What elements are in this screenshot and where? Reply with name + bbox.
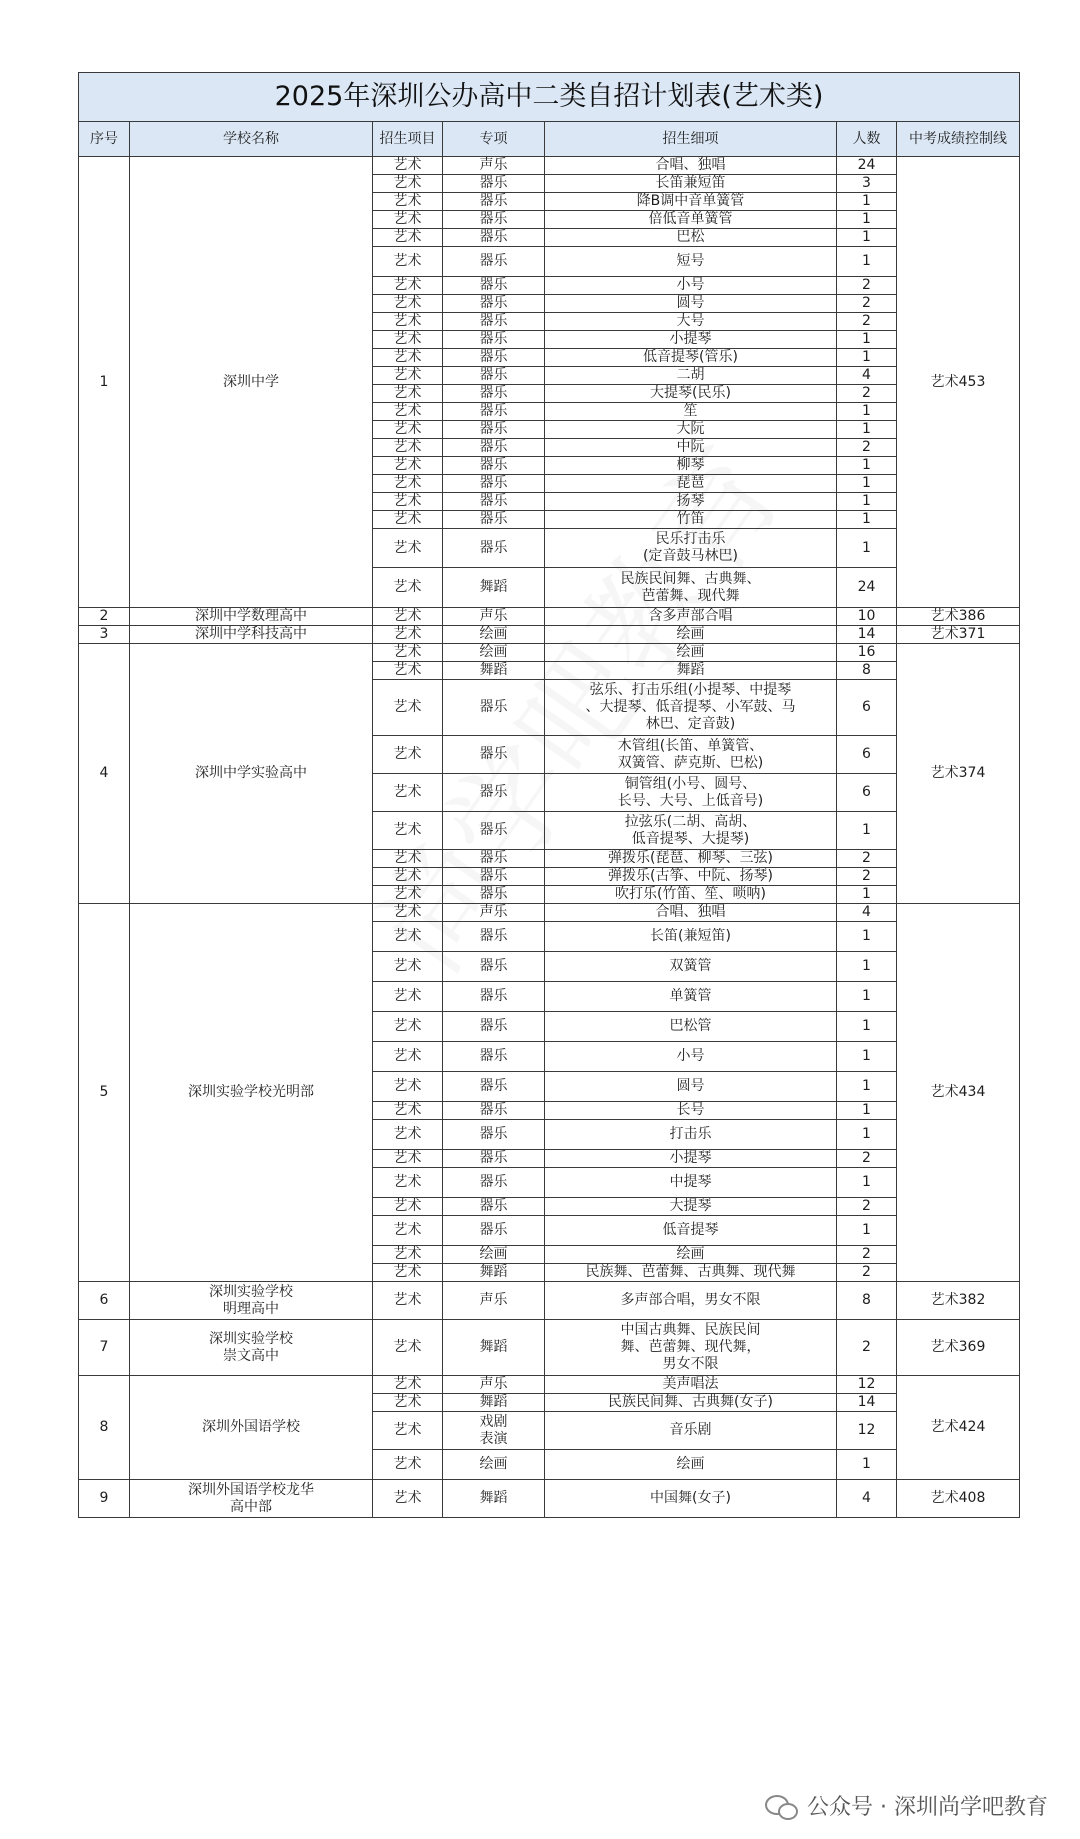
program-cell: 艺术 (373, 736, 443, 774)
specialty-cell: 声乐 (443, 1282, 545, 1320)
program-cell: 艺术 (373, 1198, 443, 1216)
table-row (79, 1320, 1020, 1376)
row-index: 9 (79, 1480, 130, 1518)
program-cell: 艺术 (373, 193, 443, 211)
detail-cell: 圆号 (545, 295, 837, 313)
specialty-cell: 器乐 (443, 1012, 545, 1042)
table-title: 2025年深圳公办高中二类自招计划表(艺术类) (79, 73, 1020, 122)
specialty-cell: 器乐 (443, 349, 545, 367)
specialty-cell: 器乐 (443, 247, 545, 277)
row-index: 8 (79, 1376, 130, 1480)
program-cell: 艺术 (373, 277, 443, 295)
count-cell: 2 (837, 1264, 897, 1282)
count-cell: 2 (837, 385, 897, 403)
score-line-cell: 艺术386 (897, 608, 1020, 626)
detail-cell: 音乐剧 (545, 1412, 837, 1450)
score-line-cell: 艺术374 (897, 644, 1020, 904)
specialty-cell: 器乐 (443, 736, 545, 774)
program-cell: 艺术 (373, 1264, 443, 1282)
program-cell: 艺术 (373, 511, 443, 529)
specialty-cell: 绘画 (443, 644, 545, 662)
detail-cell: 中国舞(女子) (545, 1480, 837, 1518)
count-cell: 1 (837, 457, 897, 475)
table-row (79, 904, 1020, 922)
row-index: 7 (79, 1320, 130, 1376)
program-cell: 艺术 (373, 982, 443, 1012)
specialty-cell: 器乐 (443, 1150, 545, 1168)
footer-watermark (765, 1790, 1048, 1821)
row-index: 1 (79, 157, 130, 608)
specialty-cell: 器乐 (443, 211, 545, 229)
program-cell: 艺术 (373, 457, 443, 475)
detail-cell: 弦乐、打击乐组(小提琴、中提琴 、大提琴、低音提琴、小军鼓、马 林巴、定音鼓) (545, 680, 837, 736)
school-name: 深圳中学数理高中 (130, 608, 373, 626)
count-cell: 12 (837, 1376, 897, 1394)
detail-cell: 倍低音单簧管 (545, 211, 837, 229)
program-cell: 艺术 (373, 211, 443, 229)
count-cell: 1 (837, 211, 897, 229)
program-cell: 艺术 (373, 568, 443, 608)
specialty-cell: 舞蹈 (443, 1394, 545, 1412)
school-name: 深圳实验学校 崇文高中 (130, 1320, 373, 1376)
program-cell: 艺术 (373, 493, 443, 511)
program-cell: 艺术 (373, 1168, 443, 1198)
specialty-cell: 器乐 (443, 421, 545, 439)
count-cell: 4 (837, 1480, 897, 1518)
specialty-cell: 器乐 (443, 1216, 545, 1246)
specialty-cell: 器乐 (443, 511, 545, 529)
detail-cell: 民乐打击乐 (定音鼓马林巴) (545, 529, 837, 568)
detail-cell: 琵琶 (545, 475, 837, 493)
program-cell: 艺术 (373, 886, 443, 904)
program-cell: 艺术 (373, 421, 443, 439)
specialty-cell: 器乐 (443, 403, 545, 421)
detail-cell: 中阮 (545, 439, 837, 457)
school-name: 深圳实验学校光明部 (130, 904, 373, 1282)
header-school-name: 学校名称 (130, 122, 373, 157)
program-cell: 艺术 (373, 367, 443, 385)
program-cell: 艺术 (373, 1246, 443, 1264)
header-count: 人数 (837, 122, 897, 157)
detail-cell: 合唱、独唱 (545, 157, 837, 175)
count-cell: 14 (837, 1394, 897, 1412)
school-name: 深圳外国语学校龙华 高中部 (130, 1480, 373, 1518)
specialty-cell: 器乐 (443, 385, 545, 403)
program-cell: 艺术 (373, 1150, 443, 1168)
detail-cell: 中国古典舞、民族民间 舞、芭蕾舞、现代舞， 男女不限 (545, 1320, 837, 1376)
count-cell: 1 (837, 1042, 897, 1072)
program-cell: 艺术 (373, 349, 443, 367)
count-cell: 1 (837, 922, 897, 952)
specialty-cell: 器乐 (443, 475, 545, 493)
count-cell: 1 (837, 1012, 897, 1042)
specialty-cell: 绘画 (443, 1246, 545, 1264)
program-cell: 艺术 (373, 1376, 443, 1394)
count-cell: 4 (837, 367, 897, 385)
program-cell: 艺术 (373, 1102, 443, 1120)
count-cell: 6 (837, 680, 897, 736)
count-cell: 1 (837, 511, 897, 529)
detail-cell: 民族民间舞、古典舞、 芭蕾舞、现代舞 (545, 568, 837, 608)
detail-cell: 大提琴 (545, 1198, 837, 1216)
header-score-line: 中考成绩控制线 (897, 122, 1020, 157)
count-cell: 1 (837, 229, 897, 247)
table-row (79, 157, 1020, 175)
header-detail: 招生细项 (545, 122, 837, 157)
count-cell: 1 (837, 349, 897, 367)
program-cell: 艺术 (373, 680, 443, 736)
specialty-cell: 声乐 (443, 608, 545, 626)
footer-text: 公众号 · 深圳尚学吧教育 (807, 1795, 1048, 1820)
wechat-icon (765, 1793, 799, 1819)
table-row (79, 1282, 1020, 1320)
score-line-cell: 艺术434 (897, 904, 1020, 1282)
program-cell: 艺术 (373, 529, 443, 568)
count-cell: 1 (837, 1120, 897, 1150)
program-cell: 艺术 (373, 608, 443, 626)
specialty-cell: 器乐 (443, 1102, 545, 1120)
specialty-cell: 器乐 (443, 193, 545, 211)
detail-cell: 吹打乐(竹笛、笙、唢呐) (545, 886, 837, 904)
count-cell: 1 (837, 403, 897, 421)
detail-cell: 弹拨乐(琵琶、柳琴、三弦) (545, 850, 837, 868)
specialty-cell: 器乐 (443, 1120, 545, 1150)
count-cell: 1 (837, 247, 897, 277)
school-name: 深圳中学科技高中 (130, 626, 373, 644)
specialty-cell: 器乐 (443, 1072, 545, 1102)
detail-cell: 圆号 (545, 1072, 837, 1102)
program-cell: 艺术 (373, 644, 443, 662)
specialty-cell: 器乐 (443, 439, 545, 457)
count-cell: 4 (837, 904, 897, 922)
row-index: 2 (79, 608, 130, 626)
detail-cell: 多声部合唱，男女不限 (545, 1282, 837, 1320)
count-cell: 2 (837, 850, 897, 868)
score-line-cell: 艺术382 (897, 1282, 1020, 1320)
detail-cell: 长笛(兼短笛) (545, 922, 837, 952)
count-cell: 16 (837, 644, 897, 662)
detail-cell: 大提琴(民乐) (545, 385, 837, 403)
school-name: 深圳外国语学校 (130, 1376, 373, 1480)
program-cell: 艺术 (373, 229, 443, 247)
specialty-cell: 器乐 (443, 367, 545, 385)
specialty-cell: 器乐 (443, 922, 545, 952)
detail-cell: 含多声部合唱 (545, 608, 837, 626)
count-cell: 8 (837, 1282, 897, 1320)
program-cell: 艺术 (373, 868, 443, 886)
detail-cell: 竹笛 (545, 511, 837, 529)
specialty-cell: 器乐 (443, 982, 545, 1012)
score-line-cell: 艺术424 (897, 1376, 1020, 1480)
program-cell: 艺术 (373, 385, 443, 403)
row-index: 4 (79, 644, 130, 904)
detail-cell: 合唱、独唱 (545, 904, 837, 922)
score-line-cell: 艺术371 (897, 626, 1020, 644)
detail-cell: 舞蹈 (545, 662, 837, 680)
detail-cell: 笙 (545, 403, 837, 421)
program-cell: 艺术 (373, 1450, 443, 1480)
count-cell: 1 (837, 886, 897, 904)
program-cell: 艺术 (373, 1412, 443, 1450)
count-cell: 8 (837, 662, 897, 680)
specialty-cell: 器乐 (443, 1168, 545, 1198)
program-cell: 艺术 (373, 175, 443, 193)
count-cell: 14 (837, 626, 897, 644)
count-cell: 1 (837, 1072, 897, 1102)
count-cell: 1 (837, 1168, 897, 1198)
count-cell: 2 (837, 1198, 897, 1216)
count-cell: 1 (837, 193, 897, 211)
specialty-cell: 器乐 (443, 457, 545, 475)
specialty-cell: 声乐 (443, 157, 545, 175)
count-cell: 24 (837, 157, 897, 175)
header-specialty: 专项 (443, 122, 545, 157)
program-cell: 艺术 (373, 295, 443, 313)
program-cell: 艺术 (373, 313, 443, 331)
specialty-cell: 器乐 (443, 868, 545, 886)
row-index: 3 (79, 626, 130, 644)
specialty-cell: 舞蹈 (443, 1264, 545, 1282)
specialty-cell: 器乐 (443, 313, 545, 331)
detail-cell: 拉弦乐(二胡、高胡、 低音提琴、大提琴) (545, 812, 837, 850)
specialty-cell: 器乐 (443, 493, 545, 511)
program-cell: 艺术 (373, 952, 443, 982)
count-cell: 1 (837, 952, 897, 982)
specialty-cell: 器乐 (443, 331, 545, 349)
detail-cell: 大阮 (545, 421, 837, 439)
program-cell: 艺术 (373, 331, 443, 349)
detail-cell: 长笛兼短笛 (545, 175, 837, 193)
detail-cell: 民族舞、芭蕾舞、古典舞、现代舞 (545, 1264, 837, 1282)
program-cell: 艺术 (373, 904, 443, 922)
count-cell: 1 (837, 1450, 897, 1480)
specialty-cell: 绘画 (443, 1450, 545, 1480)
detail-cell: 木管组(长笛、单簧管、 双簧管、萨克斯、巴松) (545, 736, 837, 774)
specialty-cell: 器乐 (443, 175, 545, 193)
specialty-cell: 声乐 (443, 1376, 545, 1394)
count-cell: 2 (837, 1150, 897, 1168)
detail-cell: 绘画 (545, 1450, 837, 1480)
detail-cell: 巴松 (545, 229, 837, 247)
count-cell: 1 (837, 812, 897, 850)
program-cell: 艺术 (373, 1042, 443, 1072)
count-cell: 6 (837, 774, 897, 812)
count-cell: 1 (837, 493, 897, 511)
header-program: 招生项目 (373, 122, 443, 157)
count-cell: 2 (837, 313, 897, 331)
detail-cell: 绘画 (545, 644, 837, 662)
detail-cell: 单簧管 (545, 982, 837, 1012)
program-cell: 艺术 (373, 662, 443, 680)
program-cell: 艺术 (373, 247, 443, 277)
program-cell: 艺术 (373, 774, 443, 812)
count-cell: 2 (837, 1320, 897, 1376)
detail-cell: 巴松管 (545, 1012, 837, 1042)
count-cell: 10 (837, 608, 897, 626)
program-cell: 艺术 (373, 1120, 443, 1150)
count-cell: 2 (837, 277, 897, 295)
count-cell: 2 (837, 868, 897, 886)
school-name: 深圳实验学校 明理高中 (130, 1282, 373, 1320)
detail-cell: 低音提琴 (545, 1216, 837, 1246)
detail-cell: 双簧管 (545, 952, 837, 982)
detail-cell: 弹拨乐(古筝、中阮、扬琴) (545, 868, 837, 886)
detail-cell: 中提琴 (545, 1168, 837, 1198)
specialty-cell: 器乐 (443, 529, 545, 568)
school-name: 深圳中学 (130, 157, 373, 608)
row-index: 5 (79, 904, 130, 1282)
detail-cell: 柳琴 (545, 457, 837, 475)
score-line-cell: 艺术369 (897, 1320, 1020, 1376)
score-line-cell: 艺术453 (897, 157, 1020, 608)
row-index: 6 (79, 1282, 130, 1320)
program-cell: 艺术 (373, 157, 443, 175)
program-cell: 艺术 (373, 1480, 443, 1518)
program-cell: 艺术 (373, 1282, 443, 1320)
school-name: 深圳中学实验高中 (130, 644, 373, 904)
specialty-cell: 器乐 (443, 812, 545, 850)
detail-cell: 小提琴 (545, 1150, 837, 1168)
specialty-cell: 器乐 (443, 886, 545, 904)
detail-cell: 扬琴 (545, 493, 837, 511)
program-cell: 艺术 (373, 1216, 443, 1246)
table-row (79, 1376, 1020, 1394)
detail-cell: 低音提琴(管乐) (545, 349, 837, 367)
program-cell: 艺术 (373, 626, 443, 644)
specialty-cell: 器乐 (443, 295, 545, 313)
count-cell: 1 (837, 421, 897, 439)
count-cell: 2 (837, 295, 897, 313)
specialty-cell: 绘画 (443, 626, 545, 644)
detail-cell: 绘画 (545, 1246, 837, 1264)
specialty-cell: 器乐 (443, 850, 545, 868)
specialty-cell: 舞蹈 (443, 1320, 545, 1376)
count-cell: 12 (837, 1412, 897, 1450)
specialty-cell: 器乐 (443, 680, 545, 736)
detail-cell: 小号 (545, 1042, 837, 1072)
detail-cell: 打击乐 (545, 1120, 837, 1150)
table-row (79, 626, 1020, 644)
detail-cell: 美声唱法 (545, 1376, 837, 1394)
program-cell: 艺术 (373, 475, 443, 493)
count-cell: 3 (837, 175, 897, 193)
count-cell: 1 (837, 331, 897, 349)
detail-cell: 降B调中音单簧管 (545, 193, 837, 211)
program-cell: 艺术 (373, 812, 443, 850)
specialty-cell: 器乐 (443, 1042, 545, 1072)
detail-cell: 小号 (545, 277, 837, 295)
program-cell: 艺术 (373, 403, 443, 421)
specialty-cell: 器乐 (443, 1198, 545, 1216)
detail-cell: 小提琴 (545, 331, 837, 349)
count-cell: 2 (837, 1246, 897, 1264)
count-cell: 1 (837, 529, 897, 568)
program-cell: 艺术 (373, 439, 443, 457)
program-cell: 艺术 (373, 850, 443, 868)
specialty-cell: 器乐 (443, 277, 545, 295)
detail-cell: 大号 (545, 313, 837, 331)
specialty-cell: 器乐 (443, 229, 545, 247)
admission-plan-table (78, 72, 1020, 1518)
detail-cell: 铜管组(小号、圆号、 长号、大号、上低音号) (545, 774, 837, 812)
program-cell: 艺术 (373, 1012, 443, 1042)
count-cell: 1 (837, 1102, 897, 1120)
detail-cell: 绘画 (545, 626, 837, 644)
specialty-cell: 器乐 (443, 952, 545, 982)
count-cell: 1 (837, 475, 897, 493)
table-row (79, 608, 1020, 626)
specialty-cell: 舞蹈 (443, 1480, 545, 1518)
count-cell: 1 (837, 982, 897, 1012)
detail-cell: 二胡 (545, 367, 837, 385)
count-cell: 24 (837, 568, 897, 608)
specialty-cell: 舞蹈 (443, 662, 545, 680)
program-cell: 艺术 (373, 922, 443, 952)
specialty-cell: 戏剧 表演 (443, 1412, 545, 1450)
program-cell: 艺术 (373, 1320, 443, 1376)
detail-cell: 长号 (545, 1102, 837, 1120)
specialty-cell: 器乐 (443, 774, 545, 812)
count-cell: 1 (837, 1216, 897, 1246)
detail-cell: 民族民间舞、古典舞(女子) (545, 1394, 837, 1412)
count-cell: 2 (837, 439, 897, 457)
header-index: 序号 (79, 122, 130, 157)
score-line-cell: 艺术408 (897, 1480, 1020, 1518)
program-cell: 艺术 (373, 1072, 443, 1102)
table-row (79, 1480, 1020, 1518)
table-row (79, 644, 1020, 662)
detail-cell: 短号 (545, 247, 837, 277)
specialty-cell: 声乐 (443, 904, 545, 922)
specialty-cell: 舞蹈 (443, 568, 545, 608)
count-cell: 6 (837, 736, 897, 774)
program-cell: 艺术 (373, 1394, 443, 1412)
